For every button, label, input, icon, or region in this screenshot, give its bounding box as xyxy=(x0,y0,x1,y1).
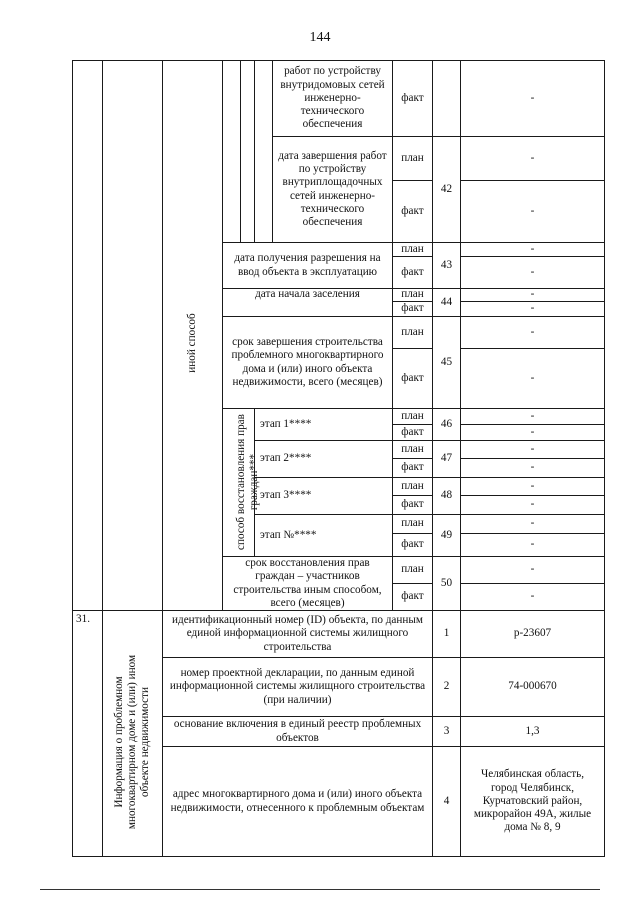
section-item-label: идентификационный номер (ID) объекта, по данным единой информационной системы жилищного строительства xyxy=(172,614,423,653)
fact-label: факт xyxy=(401,590,424,603)
fact-label: факт xyxy=(401,204,424,217)
row-label-48: этап 3**** xyxy=(260,489,312,502)
row-number-49: 49 xyxy=(440,528,453,541)
value-cell: - xyxy=(530,563,535,576)
section-item-number: 3 xyxy=(443,724,450,737)
value-cell: - xyxy=(530,371,535,384)
page-number: 144 xyxy=(309,30,331,45)
section-item-value: 1,3 xyxy=(525,724,540,737)
bottom-rule xyxy=(40,889,600,890)
section-number: 31. xyxy=(76,613,90,625)
section-item-label: номер проектной декларации, по данным единой информационной системы жилищного строительства (при наличии) xyxy=(169,667,426,706)
value-cell: - xyxy=(530,288,535,301)
fact-label: факт xyxy=(401,538,424,551)
row-label-50: срок восстановления прав граждан – участников строительства иным способом, всего (месяцев) xyxy=(233,557,382,609)
plan-label: план xyxy=(401,151,424,164)
value-cell: - xyxy=(530,204,535,217)
section-title: Информация о проблемном многоквартирном доме и (или) ином объекте недвижимости xyxy=(112,654,151,830)
other-method-header: иной способ xyxy=(185,313,198,373)
fact-label: факт xyxy=(401,371,424,384)
value-cell: - xyxy=(530,325,535,338)
plan-label: план xyxy=(401,563,424,576)
value-cell: - xyxy=(530,151,535,164)
value-cell: - xyxy=(530,409,535,422)
value-cell: - xyxy=(530,538,535,551)
row-number-44: 44 xyxy=(440,295,453,308)
row-label-43: дата получения разрешения на ввод объекта в эксплуатацию xyxy=(234,252,381,278)
fact-label: факт xyxy=(401,265,424,278)
value-cell: - xyxy=(530,590,535,603)
fact-label: факт xyxy=(401,425,424,438)
value-cell: - xyxy=(530,517,535,530)
row-number-48: 48 xyxy=(440,489,453,502)
plan-label: план xyxy=(401,325,424,338)
row-number-43: 43 xyxy=(440,258,453,271)
plan-label: план xyxy=(401,517,424,530)
row-number-46: 46 xyxy=(440,417,453,430)
row-label-42: дата завершения работ по устройству внутриплощадочных сетей инженерно-технического обеспечения xyxy=(278,149,387,228)
value-cell: - xyxy=(530,479,535,492)
plan-label: план xyxy=(401,242,424,255)
row-number-42: 42 xyxy=(440,182,453,195)
row-label-45: срок завершения строительства проблемного многоквартирного дома и (или) иного объекта недвижимости, всего (месяцев) xyxy=(231,336,384,388)
row-label-engineering-works: работ по устройству внутридомовых сетей инженерно-технического обеспечения xyxy=(280,65,385,131)
plan-label: план xyxy=(401,288,424,301)
row-label-46: этап 1**** xyxy=(260,417,312,430)
section-item-label: адрес многоквартирного дома и (или) иного объекта недвижимости, отнесенного к проблемным объектам xyxy=(170,788,425,814)
row-label-49: этап №**** xyxy=(260,528,317,541)
section-item-number: 1 xyxy=(443,627,450,640)
value-cell: - xyxy=(530,498,535,511)
row-number-47: 47 xyxy=(440,452,453,465)
fact-label: факт xyxy=(401,302,424,315)
plan-label: план xyxy=(401,409,424,422)
value-cell: - xyxy=(530,242,535,255)
value-cell: - xyxy=(530,302,535,315)
row-number-45: 45 xyxy=(440,355,453,368)
fact-label: факт xyxy=(401,91,424,104)
section-item-number: 4 xyxy=(443,794,450,807)
restore-method-header: способ восстановления прав граждан*** xyxy=(235,414,260,550)
row-number-50: 50 xyxy=(440,576,453,589)
section-item-label: основание включения в единый реестр проблемных объектов xyxy=(173,718,422,744)
section-item-number: 2 xyxy=(443,680,450,693)
fact-label: факт xyxy=(401,498,424,511)
section-item-value: 74-000670 xyxy=(508,680,557,693)
value-cell: - xyxy=(530,425,535,438)
fact-label: факт xyxy=(401,461,424,474)
value-cell: - xyxy=(530,265,535,278)
section-item-value: Челябинская область, город Челябинск, Курчатовский район, микрорайон 49А, жилые дома № 8, 9 xyxy=(473,768,592,834)
value-cell: - xyxy=(530,91,535,104)
value-cell: - xyxy=(530,461,535,474)
plan-label: план xyxy=(401,442,424,455)
row-label-47: этап 2**** xyxy=(260,452,312,465)
plan-label: план xyxy=(401,479,424,492)
row-label-44: дата начала заселения xyxy=(255,288,360,301)
value-cell: - xyxy=(530,442,535,455)
section-item-value: р-23607 xyxy=(513,627,552,640)
